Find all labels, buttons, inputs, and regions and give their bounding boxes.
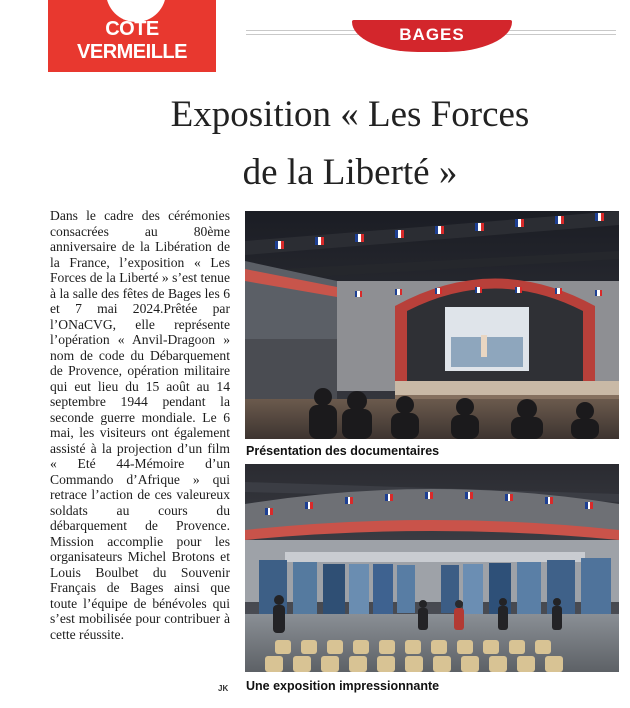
author-signature: JK (218, 684, 229, 693)
photo-exhibition-image (245, 464, 619, 672)
photo-caption-exhibition: Une exposition impressionnante (246, 679, 440, 693)
headline-line-1: Exposition « Les Forces (170, 94, 530, 135)
section-tag: BAGES (352, 20, 512, 52)
photo-stage (245, 211, 619, 439)
article-body: Dans le cadre des cérémonies consacrées au 80ème anniversaire de la Libération de la France, l’exposition « Les Forces de la Liberté » s’est tenue à la salle des fêtes de Bages les 6 et 7 mai 2024.Prêtée par l’ONaCVG, elle représente l’opération « Anvil-Dragoon » nom de code du Débarquement de Provence, opération militaire qui eut lieu du 15 août au 14 septembre 1944 pendant la seconde guerre mondiale. Le 6 mai, les visiteurs ont également assisté à la projection d’un film « Eté 44-Mémoire d’un Commando d’Afrique » qui retrace l’action de ces valeureux soldats au cours du débarquement de Provence. Mission accomplie pour les organisateurs Michel Brotons et Louis Boulbet du Souvenir Français de Bages ainsi que toute l’équipe de bénévoles qui s’est mobilisée pour contribuer à cette réussite. (50, 208, 230, 642)
rubric-block (48, 0, 216, 72)
photo-exhibition (245, 464, 619, 672)
rubric-label: CÔTE VERMEILLE (77, 18, 187, 63)
photo-stage-image (245, 211, 619, 439)
photo-caption-stage: Présentation des documentaires (246, 444, 440, 458)
headline (90, 86, 610, 202)
headline-line-2: de la Liberté » (242, 152, 458, 193)
